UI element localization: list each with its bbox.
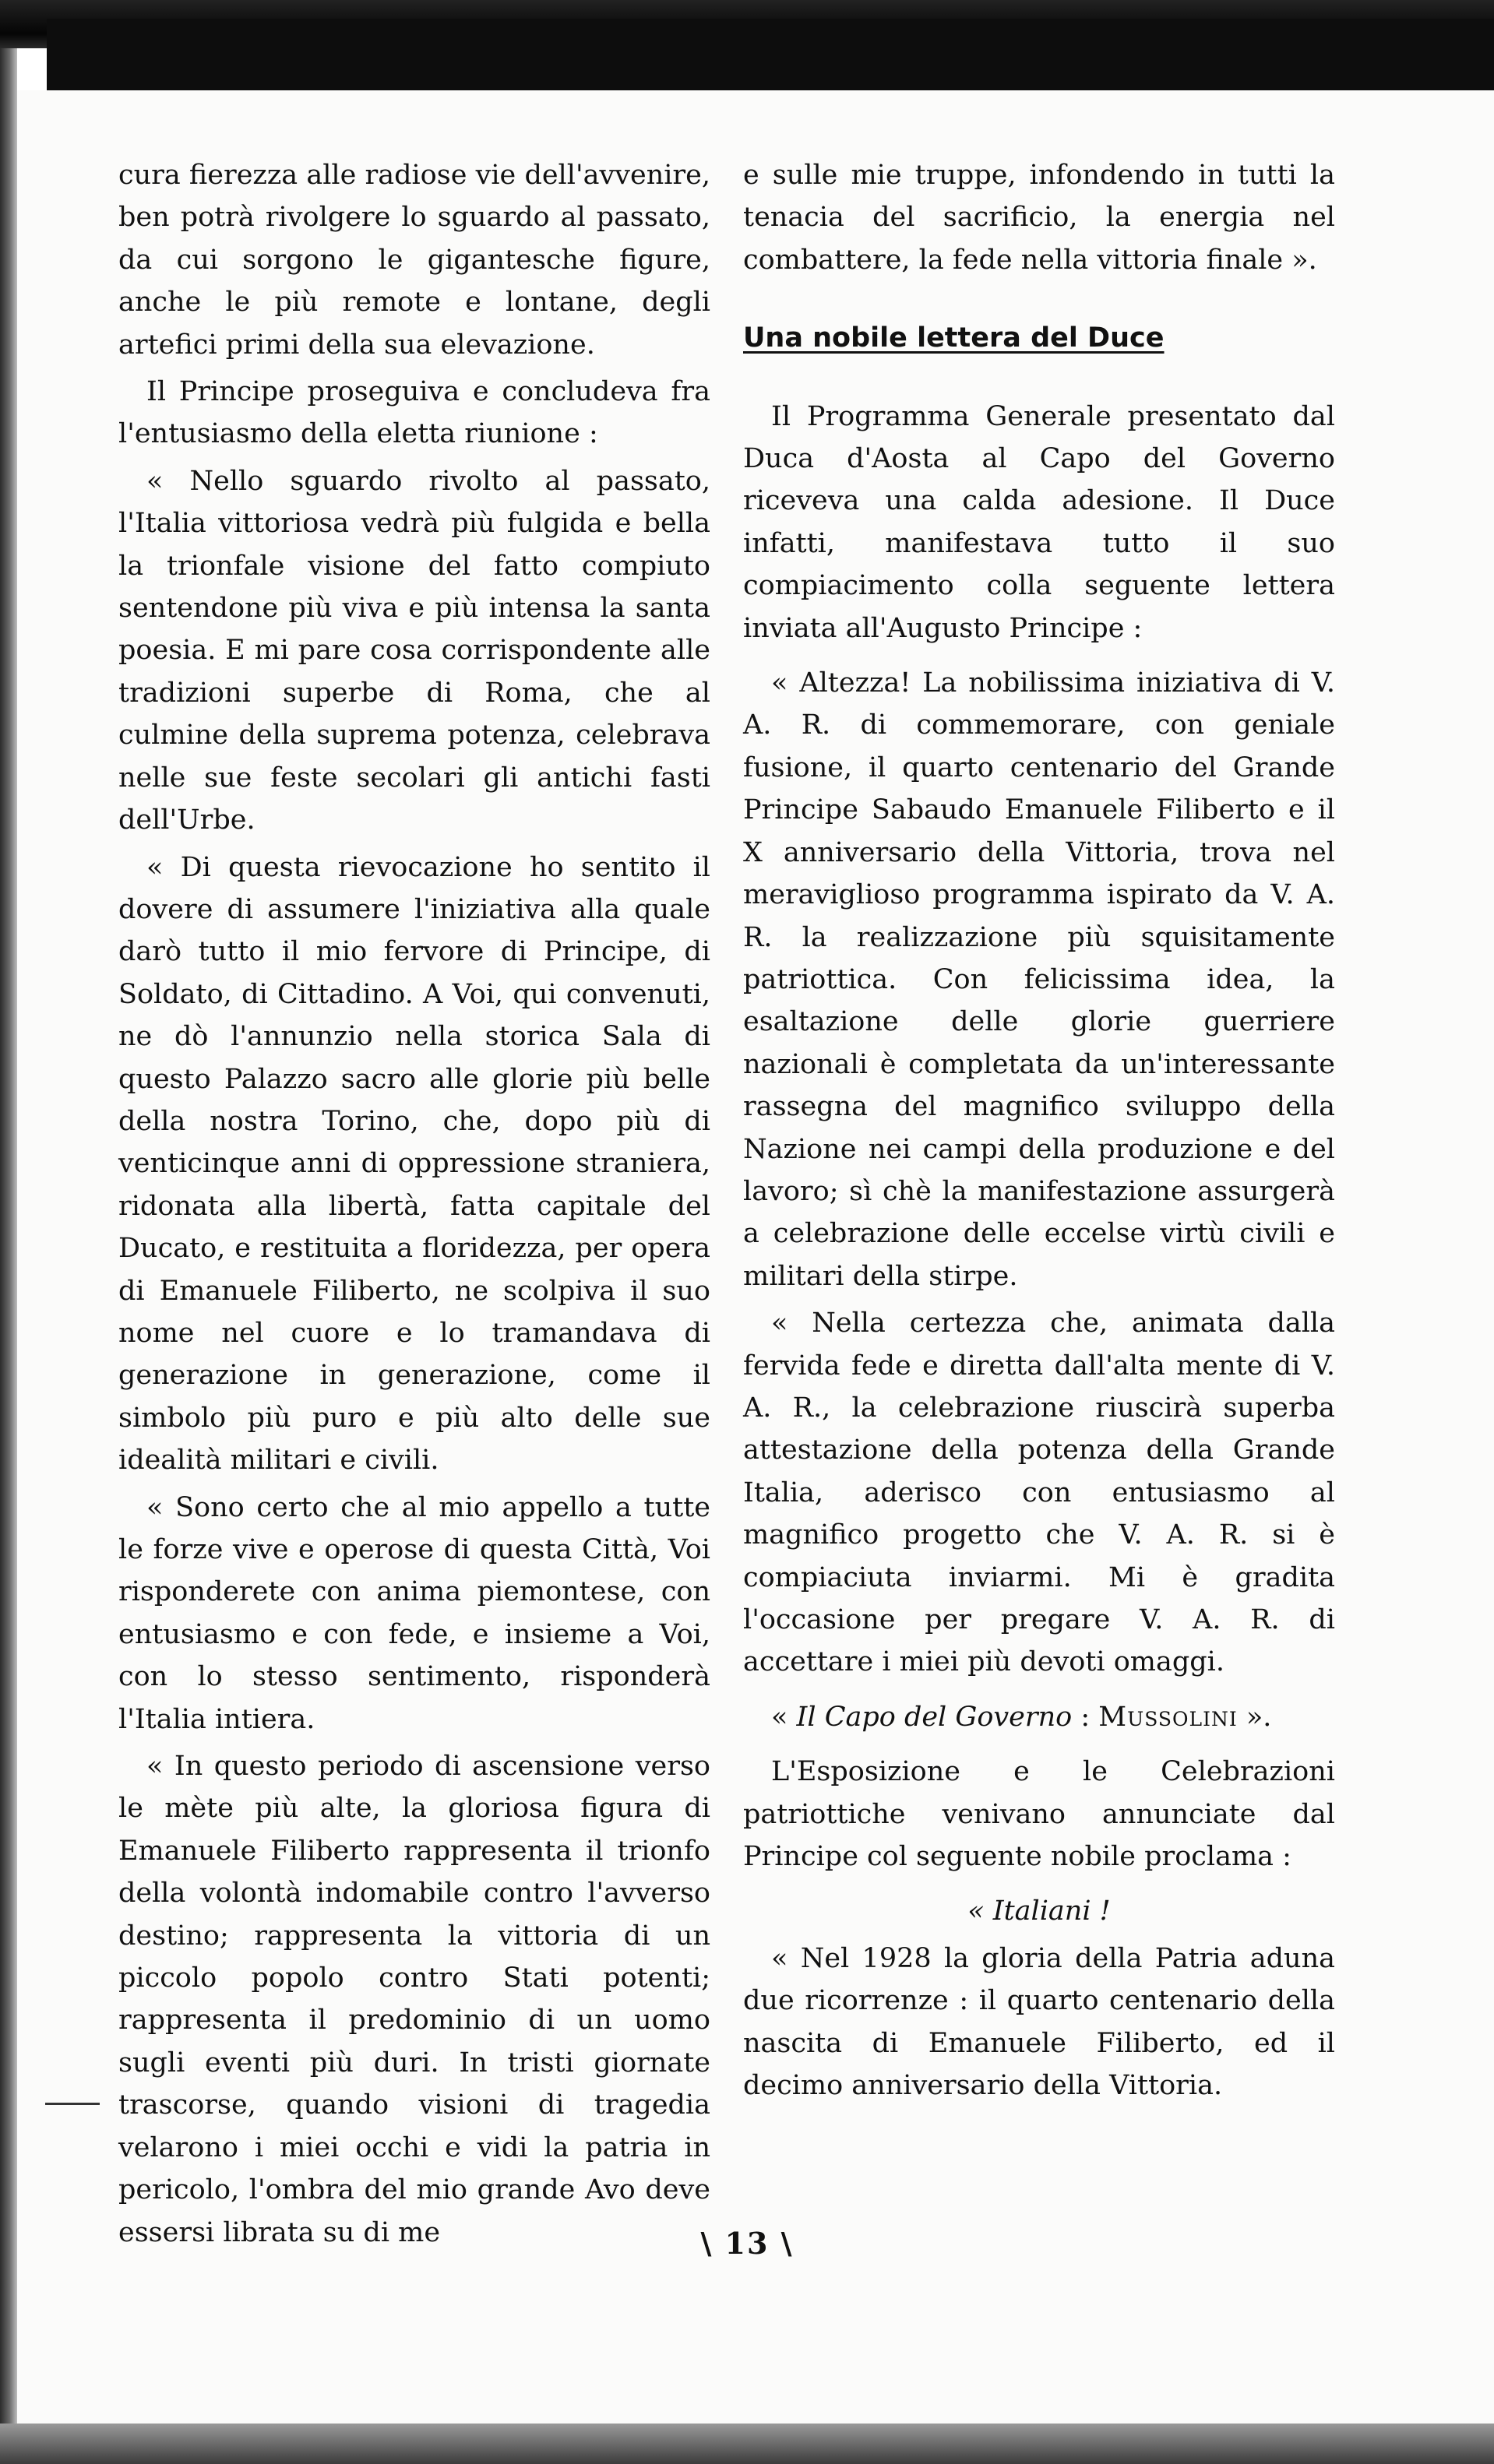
page-number: \ 13 \ [700,2226,794,2261]
right-column [743,154,1335,2107]
left-column [118,154,710,2254]
signature-name: Mussolini [1098,1701,1238,1733]
letter-paragraph: « Nella certezza che, animata dalla fervida fede e diretta dall'alta mente di V. A. R., la celebrazione riuscirà superba attestazione della potenza della Grande Italia, aderisco con entusiasmo al magnifico progetto che V. A. R. si è compiaciuta inviarmi. Mi è gradita l'occasione per pregare V. A. R. di accettare i miei più devoti omaggi. [743,1308,1335,1678]
paragraph: cura fierezza alle radiose vie dell'avvenire, ben potrà rivolgere lo sguardo al passato, da cui sorgono le gigantesche figure, anche le più remote e lontane, degli artefici primi della sua elevazione. [118,160,710,361]
paragraph: Il Principe proseguiva e concludeva fra l'entusiasmo della eletta riunione : [118,376,710,450]
paragraph: Il Programma Generale presentato dal Duca d'Aosta al Capo del Governo riceveva una calda adesione. Il Duce infatti, manifestava tutto il suo compiacimento colla seguente lettera inviata all'Augusto Principe : [743,400,1335,644]
quote-paragraph: « Di questa rievocazione ho sentito il dovere di assumere l'iniziativa alla quale darò tutto il mio fervore di Principe, di Soldato, di Cittadino. A Voi, qui convenuti, ne dò l'annunzio nella storica Sala di questo Palazzo sacro alle glorie più belle della nostra Torino, che, dopo più di venticinque anni di oppressione straniera, ridonata alla libertà, fatta capitale del Ducato, e restituita a floridezza, per opera di Emanuele Filiberto, ne scolpiva il suo nome nel cuore e lo tramandava di generazione in generazione, come il simbolo più puro e più alto delle sue idealità militari e civili. [118,851,710,1477]
paragraph: e sulle mie truppe, infondendo in tutti la tenacia del sacrificio, la energia nel combattere, la fede nella vittoria finale ». [743,160,1335,276]
signature-title: Il Capo del Governo [796,1701,1073,1733]
proclamation-paragraph: « Nel 1928 la gloria della Patria aduna due ricorrenze : il quarto centenario della nascita di Emanuele Filiberto, ed il decimo anniversario della Vittoria. [743,1942,1335,2102]
paragraph: L'Esposizione e le Celebrazioni patriottiche venivano annunciate dal Principe col seguente nobile proclama : [743,1756,1335,1873]
letter-paragraph: « Altezza! La nobilissima iniziativa di V. A. R. di commemorare, con geniale fusione, il quarto centenario del Grande Principe Sabaudo Emanuele Filiberto e il X anniversario della Vittoria, trova nel meraviglioso programma ispirato da V. A. R. la realizzazione più squisitamente patriottica. Con felicissima idea, la esaltazione delle glorie guerriere nazionali è completata da un'interessante rassegna del magnifico sviluppo della Nazione nei campi della produzione e del lavoro; sì chè la manifestazione assurgerà a celebrazione delle eccelse virtù civili e militari della stirpe. [743,667,1335,1292]
quote-paragraph: « In questo periodo di ascensione verso le mète più alte, la gloriosa figura di Emanuele Filiberto rappresenta il trionfo della volontà indomabile contro l'avverso destino; rappresenta la vittoria di un piccolo popolo contro Stati potenti; rappresenta il predominio di un uomo sugli eventi più duri. In tristi giornate trascorse, quando visioni di tragedia velarono i miei occhi e vidi la patria in pericolo, l'ombra del mio grande Avo deve essersi librata su di me [118,1751,710,2248]
signature-open-quote: « [771,1701,797,1733]
quote-paragraph: « Sono certo che al mio appello a tutte le forze vive e operose di questa Città, Voi risponderete con anima piemontese, con entusiasmo e con fede, e insieme a Voi, con lo stesso sentimento, risponderà l'Italia intiera. [118,1491,710,1735]
scan-top-shadow [47,19,1494,90]
proclamation-title: « Italiani ! [967,1896,1111,1927]
signature-close-quote: ». [1237,1701,1272,1733]
scan-left-border [0,48,17,2464]
quote-paragraph: « Nello sguardo rivolto al passato, l'Italia vittoriosa vedrà più fulgida e bella la trionfale visione del fatto compiuto sentendone più viva e più intensa la santa poesia. E mi pare cosa corrispondente alle tradizioni superbe di Roma, che al culmine della suprema potenza, celebrava nelle sue feste secolari gli antichi fasti dell'Urbe. [118,465,710,836]
margin-mark [45,2103,100,2105]
section-heading: Una nobile lettera del Duce [743,322,1165,354]
scan-bottom-border [0,2424,1494,2464]
letter-signature [743,1696,1335,1738]
signature-separator: : [1072,1701,1099,1733]
